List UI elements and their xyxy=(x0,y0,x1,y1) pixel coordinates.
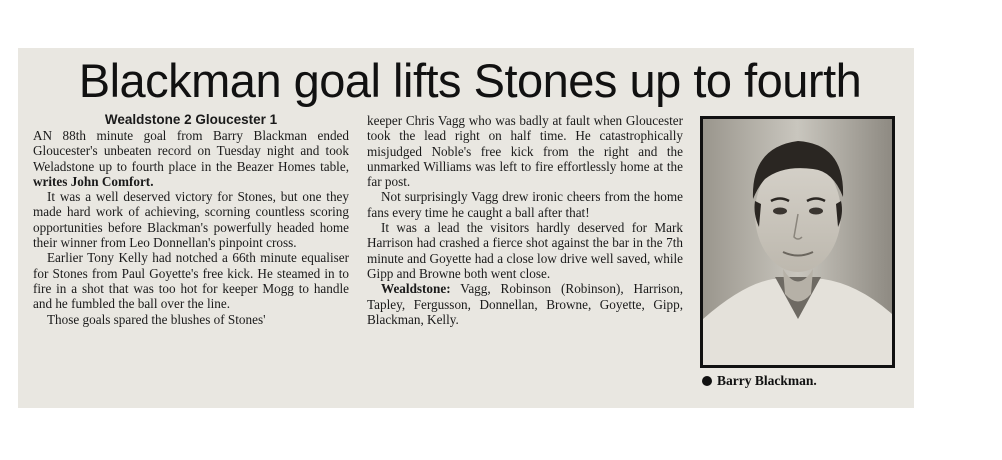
article-column-2 xyxy=(367,113,683,327)
intro-text: AN 88th minute goal from Barry Blackman ended Gloucester's unbeaten record on Tuesday night and took Weladstone up to fourth place in the Beazer Homes table, xyxy=(33,128,349,174)
lineup-paragraph xyxy=(367,281,683,327)
paragraph: Not surprisingly Vagg drew ironic cheers from the home fans every time he caught a ball after that! xyxy=(367,189,683,220)
match-result-subhead: Wealdstone 2 Gloucester 1 xyxy=(104,112,278,127)
byline: writes John Comfort. xyxy=(33,173,154,189)
player-portrait-image xyxy=(703,119,892,365)
paragraph: Those goals spared the blushes of Stones' xyxy=(47,311,266,327)
bullet-icon xyxy=(702,376,712,386)
paragraph-intro xyxy=(33,128,349,189)
lineup-text: Vagg, Robinson (Robinson), Harrison, Tapley, Fergusson, Donnellan, Browne, Goyette, Gipp, Blackman, Kelly. xyxy=(367,281,683,327)
paragraph: It was a well deserved victory for Stones, but one they made hard work of achieving, scorning countless scoring opportunities before Blackman's powerfully headed home their winner from Leo Donnellan's pinpoint cross. xyxy=(33,189,349,251)
paragraph: It was a lead the visitors hardly deserved for Mark Harrison had crashed a fierce shot against the bar in the 7th minute and Goyette had a close low drive well saved, while Gipp and Browne both went close. xyxy=(367,220,683,281)
photo-caption xyxy=(702,373,817,389)
paragraph: keeper Chris Vagg who was badly at fault when Gloucester took the lead right on half time. He catastrophically misjudged Noble's free kick from the right and the unmarked Williams was left to fire effortlessly home at the far post. xyxy=(367,113,683,190)
photo-caption-text: Barry Blackman. xyxy=(717,373,817,388)
article-column-1 xyxy=(33,113,349,327)
lineup-label: Wealdstone: xyxy=(381,281,451,297)
paragraph: Earlier Tony Kelly had notched a 66th minute equaliser for Stones from Paul Goyette's free kick. He steamed in to fire in a shot that was too hot for keeper Mogg to handle and he fumbled the ball over the line. xyxy=(33,250,349,312)
headline: Blackman goal lifts Stones up to fourth xyxy=(78,54,862,107)
player-photo xyxy=(700,116,895,368)
